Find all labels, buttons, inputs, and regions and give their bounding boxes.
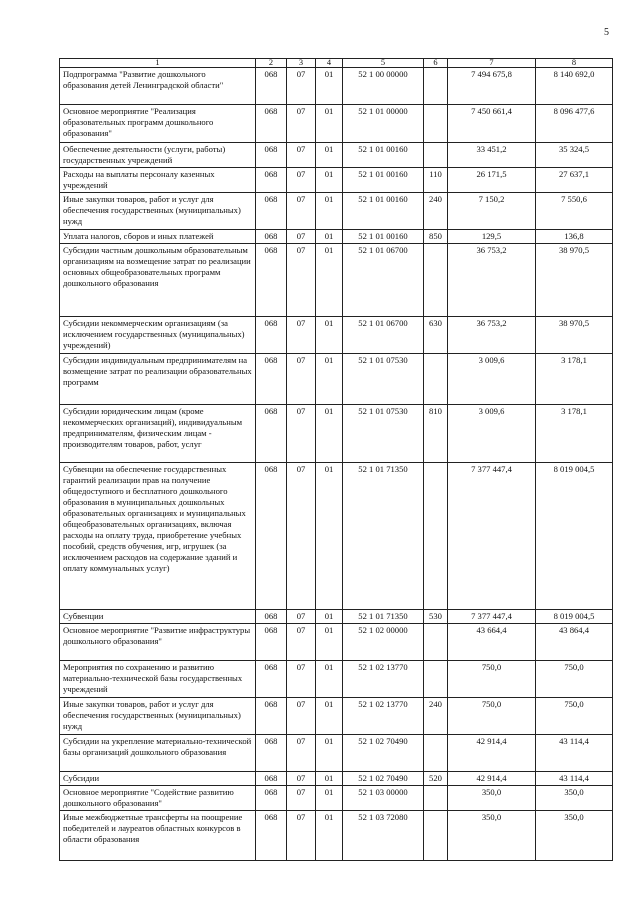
table-row [60, 105, 613, 143]
row-subsection-cell: 01 [316, 143, 343, 168]
row-section-cell: 07 [287, 68, 316, 105]
row-section-cell: 07 [287, 244, 316, 317]
row-section-cell: 07 [287, 463, 316, 610]
row-code-cell: 068 [256, 193, 287, 230]
row-code-cell: 068 [256, 168, 287, 193]
row-amount-year1-cell: 42 914,4 [448, 772, 536, 786]
row-amount-year2-cell: 750,0 [536, 698, 613, 735]
row-amount-year1-cell: 7 494 675,8 [448, 68, 536, 105]
row-code-cell: 068 [256, 698, 287, 735]
row-code-cell: 068 [256, 786, 287, 811]
row-code-cell: 068 [256, 354, 287, 405]
row-subsection-cell: 01 [316, 698, 343, 735]
row-expense-type-cell: 240 [424, 698, 448, 735]
row-code-cell: 068 [256, 317, 287, 354]
row-code-cell: 068 [256, 68, 287, 105]
row-expense-type-cell [424, 624, 448, 661]
row-target-article-cell: 52 1 01 00160 [343, 168, 424, 193]
row-amount-year2-cell: 8 096 477,6 [536, 105, 613, 143]
row-name-cell: Обеспечение деятельности (услуги, работы) государственных учреждений [60, 143, 256, 168]
table-row [60, 811, 613, 861]
row-name-cell: Субвенции [60, 610, 256, 624]
row-amount-year1-cell: 26 171,5 [448, 168, 536, 193]
row-amount-year1-cell: 3 009,6 [448, 405, 536, 463]
row-section-cell: 07 [287, 354, 316, 405]
row-expense-type-cell: 630 [424, 317, 448, 354]
row-name-cell: Уплата налогов, сборов и иных платежей [60, 230, 256, 244]
row-target-article-cell: 52 1 01 00160 [343, 193, 424, 230]
row-subsection-cell: 01 [316, 661, 343, 698]
row-name-cell: Расходы на выплаты персоналу казенных учреждений [60, 168, 256, 193]
row-expense-type-cell: 530 [424, 610, 448, 624]
row-section-cell: 07 [287, 317, 316, 354]
table-row [60, 610, 613, 624]
row-subsection-cell: 01 [316, 463, 343, 610]
row-code-cell: 068 [256, 463, 287, 610]
row-amount-year2-cell: 38 970,5 [536, 317, 613, 354]
row-name-cell: Субсидии на укрепление материально-технической базы организаций дошкольного образования [60, 735, 256, 772]
row-section-cell: 07 [287, 661, 316, 698]
row-code-cell: 068 [256, 244, 287, 317]
row-name-cell: Иные межбюджетные трансферты на поощрение победителей и лауреатов областных конкурсов в области образования [60, 811, 256, 861]
col-header-5: 5 [343, 59, 424, 68]
row-section-cell: 07 [287, 811, 316, 861]
row-amount-year1-cell: 43 664,4 [448, 624, 536, 661]
row-subsection-cell: 01 [316, 624, 343, 661]
row-code-cell: 068 [256, 610, 287, 624]
row-target-article-cell: 52 1 02 13770 [343, 698, 424, 735]
row-code-cell: 068 [256, 661, 287, 698]
row-amount-year2-cell: 7 550,6 [536, 193, 613, 230]
row-code-cell: 068 [256, 105, 287, 143]
row-amount-year2-cell: 43 864,4 [536, 624, 613, 661]
header-row [60, 59, 613, 68]
row-section-cell: 07 [287, 168, 316, 193]
row-expense-type-cell [424, 786, 448, 811]
row-target-article-cell: 52 1 01 71350 [343, 610, 424, 624]
row-amount-year1-cell: 750,0 [448, 661, 536, 698]
row-amount-year1-cell: 7 377 447,4 [448, 610, 536, 624]
row-name-cell: Подпрограмма "Развитие дошкольного образования детей Ленинградской области" [60, 68, 256, 105]
row-amount-year1-cell: 36 753,2 [448, 244, 536, 317]
row-expense-type-cell [424, 811, 448, 861]
row-name-cell: Субсидии [60, 772, 256, 786]
row-target-article-cell: 52 1 00 00000 [343, 68, 424, 105]
row-amount-year2-cell: 43 114,4 [536, 735, 613, 772]
row-amount-year1-cell: 3 009,6 [448, 354, 536, 405]
row-amount-year1-cell: 129,5 [448, 230, 536, 244]
row-section-cell: 07 [287, 230, 316, 244]
row-amount-year2-cell: 136,8 [536, 230, 613, 244]
row-section-cell: 07 [287, 786, 316, 811]
table-row [60, 143, 613, 168]
row-name-cell: Субвенции на обеспечение государственных гарантий реализации прав на получение общедоступного и бесплатного дошкольного образования в муниципальных дошкольных образовательных организациях и муниципальных общеобразовательных организациях, включая расходы на оплату труда, приобретение учебных пособий, средств обучения, игр, игрушек (за исключением расходов на содержание зданий и оплату коммунальных услуг) [60, 463, 256, 610]
row-section-cell: 07 [287, 698, 316, 735]
row-amount-year2-cell: 38 970,5 [536, 244, 613, 317]
row-expense-type-cell [424, 68, 448, 105]
table-row [60, 786, 613, 811]
row-code-cell: 068 [256, 772, 287, 786]
row-name-cell: Субсидии частным дошкольным образовательным организациям на возмещение затрат по реализации основных общеобразовательных программ дошкольного образования [60, 244, 256, 317]
row-section-cell: 07 [287, 143, 316, 168]
row-expense-type-cell [424, 143, 448, 168]
row-name-cell: Основное мероприятие "Содействие развитию дошкольного образования" [60, 786, 256, 811]
table-row [60, 68, 613, 105]
row-expense-type-cell [424, 244, 448, 317]
row-section-cell: 07 [287, 610, 316, 624]
row-amount-year1-cell: 750,0 [448, 698, 536, 735]
col-header-4: 4 [316, 59, 343, 68]
row-amount-year2-cell: 35 324,5 [536, 143, 613, 168]
row-subsection-cell: 01 [316, 735, 343, 772]
table-row [60, 698, 613, 735]
row-name-cell: Иные закупки товаров, работ и услуг для обеспечения государственных (муниципальных) нужд [60, 193, 256, 230]
table-row [60, 168, 613, 193]
row-expense-type-cell [424, 354, 448, 405]
row-amount-year2-cell: 8 019 004,5 [536, 610, 613, 624]
row-amount-year2-cell: 27 637,1 [536, 168, 613, 193]
row-subsection-cell: 01 [316, 193, 343, 230]
row-amount-year2-cell: 3 178,1 [536, 405, 613, 463]
row-subsection-cell: 01 [316, 354, 343, 405]
row-amount-year2-cell: 8 140 692,0 [536, 68, 613, 105]
row-expense-type-cell: 850 [424, 230, 448, 244]
row-code-cell: 068 [256, 405, 287, 463]
row-amount-year1-cell: 7 450 661,4 [448, 105, 536, 143]
row-subsection-cell: 01 [316, 68, 343, 105]
row-name-cell: Иные закупки товаров, работ и услуг для обеспечения государственных (муниципальных) нужд [60, 698, 256, 735]
table-row [60, 735, 613, 772]
row-target-article-cell: 52 1 02 00000 [343, 624, 424, 661]
col-header-7: 7 [448, 59, 536, 68]
row-subsection-cell: 01 [316, 610, 343, 624]
row-expense-type-cell [424, 735, 448, 772]
row-section-cell: 07 [287, 105, 316, 143]
row-amount-year1-cell: 42 914,4 [448, 735, 536, 772]
row-amount-year2-cell: 43 114,4 [536, 772, 613, 786]
row-expense-type-cell [424, 463, 448, 610]
row-subsection-cell: 01 [316, 317, 343, 354]
table-row [60, 624, 613, 661]
row-code-cell: 068 [256, 624, 287, 661]
row-name-cell: Мероприятия по сохранению и развитию материально-технической базы государственных учреждений [60, 661, 256, 698]
row-expense-type-cell [424, 661, 448, 698]
row-target-article-cell: 52 1 01 00160 [343, 143, 424, 168]
row-subsection-cell: 01 [316, 230, 343, 244]
table-row [60, 244, 613, 317]
row-target-article-cell: 52 1 01 00160 [343, 230, 424, 244]
row-target-article-cell: 52 1 01 06700 [343, 317, 424, 354]
row-amount-year1-cell: 33 451,2 [448, 143, 536, 168]
row-target-article-cell: 52 1 02 70490 [343, 772, 424, 786]
row-subsection-cell: 01 [316, 786, 343, 811]
row-amount-year2-cell: 3 178,1 [536, 354, 613, 405]
row-amount-year2-cell: 350,0 [536, 786, 613, 811]
row-expense-type-cell [424, 105, 448, 143]
row-subsection-cell: 01 [316, 105, 343, 143]
col-header-8: 8 [536, 59, 613, 68]
row-subsection-cell: 01 [316, 772, 343, 786]
row-code-cell: 068 [256, 230, 287, 244]
row-target-article-cell: 52 1 03 00000 [343, 786, 424, 811]
table-row [60, 405, 613, 463]
row-code-cell: 068 [256, 143, 287, 168]
row-subsection-cell: 01 [316, 244, 343, 317]
col-header-6: 6 [424, 59, 448, 68]
row-section-cell: 07 [287, 405, 316, 463]
row-target-article-cell: 52 1 01 07530 [343, 405, 424, 463]
row-amount-year2-cell: 350,0 [536, 811, 613, 861]
row-target-article-cell: 52 1 01 00000 [343, 105, 424, 143]
row-section-cell: 07 [287, 772, 316, 786]
row-section-cell: 07 [287, 624, 316, 661]
row-name-cell: Субсидии юридическим лицам (кроме некоммерческих организаций), индивидуальным предпринимателям, физическим лицам - производителям товаров, работ, услуг [60, 405, 256, 463]
row-name-cell: Субсидии индивидуальным предпринимателям на возмещение затрат по реализации образовательных программ [60, 354, 256, 405]
row-name-cell: Основное мероприятие "Реализация образовательных программ дошкольного образования" [60, 105, 256, 143]
row-amount-year1-cell: 350,0 [448, 811, 536, 861]
row-target-article-cell: 52 1 01 07530 [343, 354, 424, 405]
row-name-cell: Основное мероприятие "Развитие инфраструктуры дошкольного образования" [60, 624, 256, 661]
col-header-1: 1 [60, 59, 256, 68]
row-amount-year1-cell: 7 150,2 [448, 193, 536, 230]
table-row [60, 317, 613, 354]
row-amount-year1-cell: 7 377 447,4 [448, 463, 536, 610]
table-row [60, 463, 613, 610]
row-section-cell: 07 [287, 735, 316, 772]
row-name-cell: Субсидии некоммерческим организациям (за исключением государственных (муниципальных) учреждений) [60, 317, 256, 354]
table-row [60, 354, 613, 405]
table-row [60, 772, 613, 786]
col-header-2: 2 [256, 59, 287, 68]
row-subsection-cell: 01 [316, 811, 343, 861]
row-target-article-cell: 52 1 01 71350 [343, 463, 424, 610]
row-amount-year1-cell: 350,0 [448, 786, 536, 811]
row-expense-type-cell: 110 [424, 168, 448, 193]
budget-table [59, 58, 613, 861]
row-subsection-cell: 01 [316, 168, 343, 193]
row-expense-type-cell: 520 [424, 772, 448, 786]
row-amount-year2-cell: 750,0 [536, 661, 613, 698]
row-target-article-cell: 52 1 01 06700 [343, 244, 424, 317]
row-target-article-cell: 52 1 02 13770 [343, 661, 424, 698]
table-row [60, 230, 613, 244]
row-target-article-cell: 52 1 02 70490 [343, 735, 424, 772]
row-amount-year1-cell: 36 753,2 [448, 317, 536, 354]
col-header-3: 3 [287, 59, 316, 68]
row-expense-type-cell: 810 [424, 405, 448, 463]
table-row [60, 661, 613, 698]
row-code-cell: 068 [256, 811, 287, 861]
row-expense-type-cell: 240 [424, 193, 448, 230]
page-number: 5 [604, 27, 609, 38]
row-amount-year2-cell: 8 019 004,5 [536, 463, 613, 610]
row-section-cell: 07 [287, 193, 316, 230]
row-subsection-cell: 01 [316, 405, 343, 463]
table-row [60, 193, 613, 230]
row-target-article-cell: 52 1 03 72080 [343, 811, 424, 861]
row-code-cell: 068 [256, 735, 287, 772]
